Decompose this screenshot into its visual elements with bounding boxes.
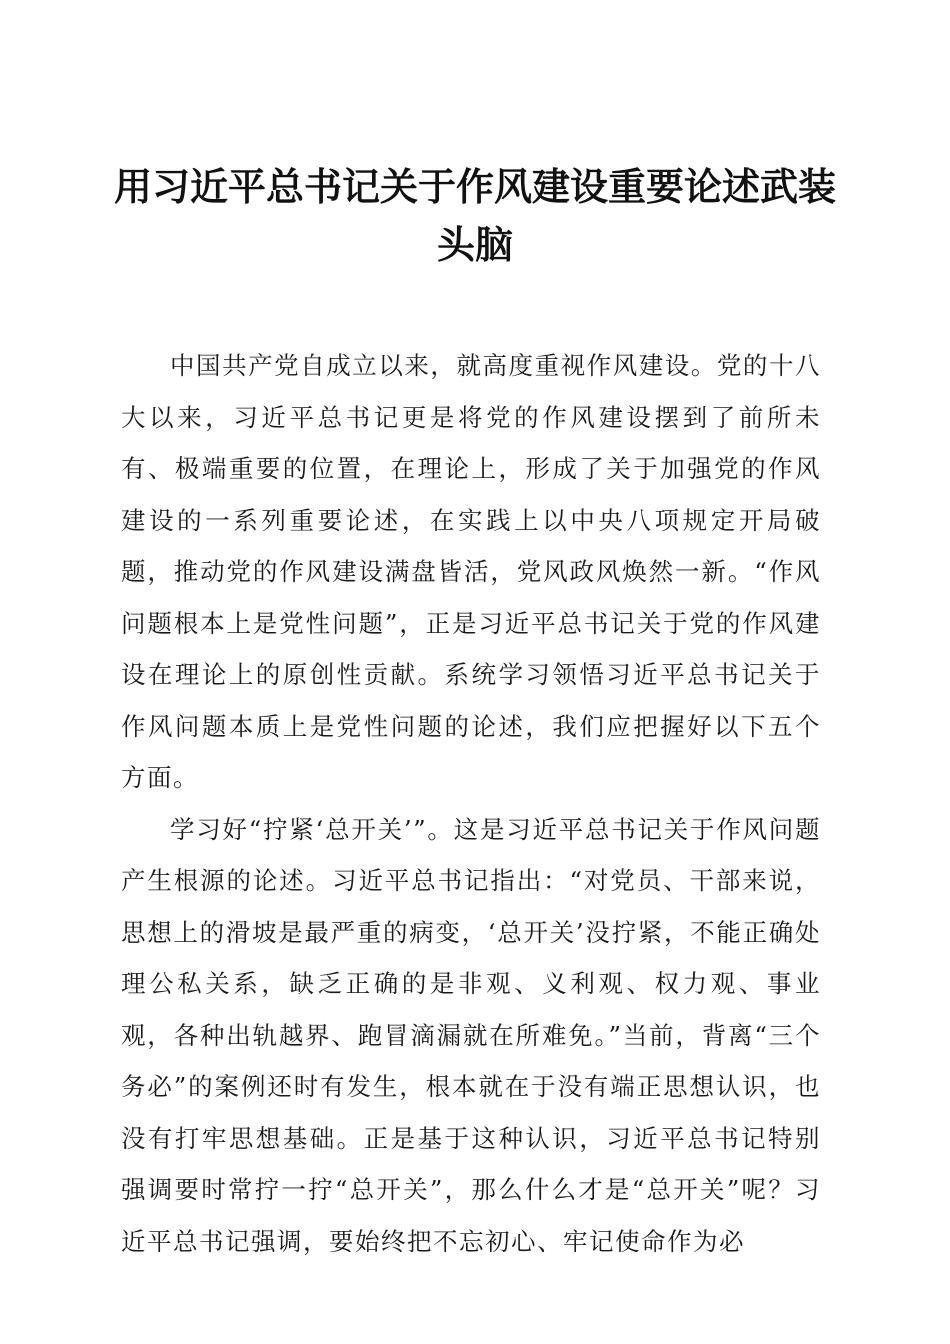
document-body bbox=[121, 340, 821, 1267]
paragraph-master-switch: 学习好“拧紧‘总开关’”。这是习近平总书记关于作风问题产生根源的论述。习近平总书记指出：“对党员、干部来说，思想上的滑坡是最严重的病变，‘总开关’没拧紧，不能正确处理公私关系，缺乏正确的是非观、义利观、权力观、事业观，各种出轨越界、跑冒滴漏就在所难免。”当前，背离“三个务必”的案例还时有发生，根本就在于没有端正思想认识，也没有打牢思想基础。正是基于这种认识，习近平总书记特别强调要时常拧一拧“总开关”，那么什么才是“总开关”呢？习近平总书记强调，要始终把不忘初心、牢记使命作为必 bbox=[121, 814, 821, 1256]
paragraph-intro: 中国共产党自成立以来，就高度重视作风建设。党的十八大以来，习近平总书记更是将党的作风建设摆到了前所未有、极端重要的位置，在理论上，形成了关于加强党的作风建设的一系列重要论述，在实践上以中央八项规定开局破题，推动党的作风建设满盘皆活，党风政风焕然一新。“作风问题根本上是党性问题”，正是习近平总书记关于党的作风建设在理论上的原创性贡献。系统学习领悟习近平总书记关于作风问题本质上是党性问题的论述，我们应把握好以下五个方面。 bbox=[121, 351, 821, 792]
document-title: 用习近平总书记关于作风建设重要论述武装头脑 bbox=[113, 164, 836, 267]
